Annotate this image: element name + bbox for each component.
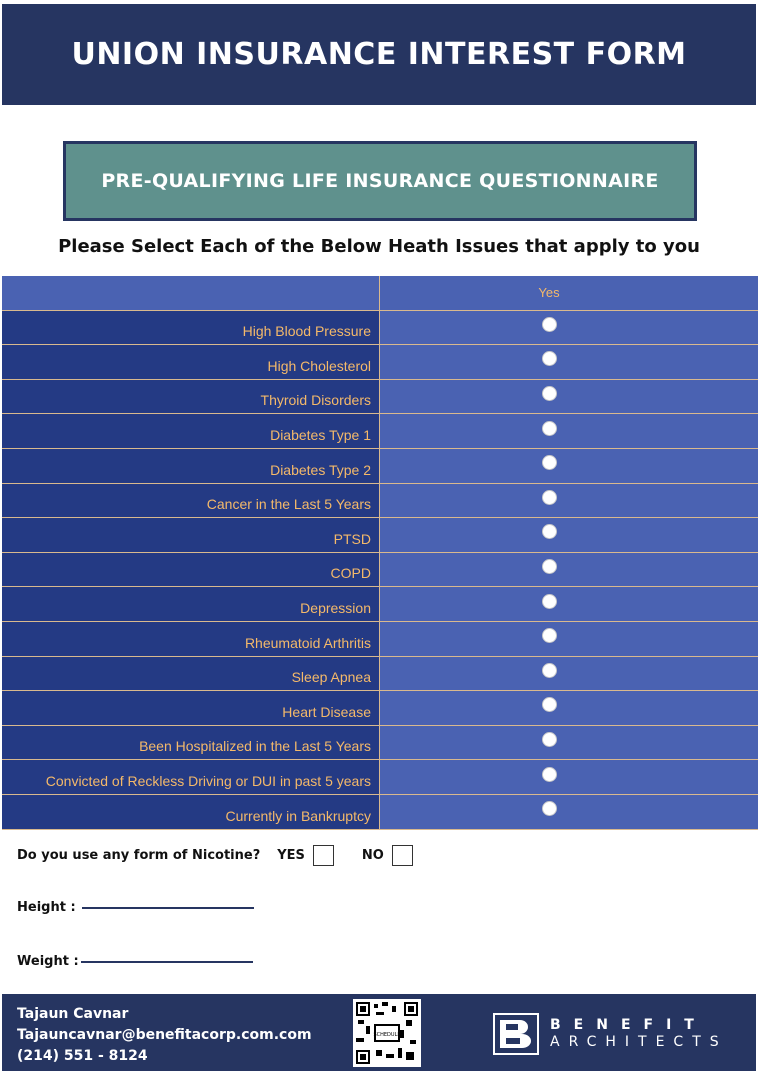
health-issue-label: Currently in Bankruptcy bbox=[2, 795, 380, 829]
health-issue-label: Convicted of Reckless Driving or DUI in past 5 years bbox=[2, 760, 380, 794]
instruction-text: Please Select Each of the Below Heath Issues that apply to you bbox=[58, 236, 700, 257]
contact-info bbox=[17, 1004, 312, 1067]
logo-text-benefit: BENEFIT bbox=[550, 1017, 707, 1033]
nicotine-no-label: NO bbox=[361, 847, 384, 863]
table-row bbox=[2, 484, 758, 519]
table-row bbox=[2, 518, 758, 553]
table-row bbox=[2, 587, 758, 622]
table-row bbox=[2, 414, 758, 449]
qr-schedule-label: SCHEDULE bbox=[373, 1032, 401, 1038]
yes-radio-button[interactable] bbox=[542, 594, 557, 609]
health-issue-label: Been Hospitalized in the Last 5 Years bbox=[2, 726, 380, 760]
yes-radio-button[interactable] bbox=[542, 559, 557, 574]
table-row bbox=[2, 760, 758, 795]
schedule-qr-code[interactable] bbox=[353, 999, 421, 1067]
table-row bbox=[2, 691, 758, 726]
questionnaire-banner bbox=[63, 141, 697, 221]
health-issue-label: High Cholesterol bbox=[2, 345, 380, 379]
contact-phone[interactable]: (214) 551 - 8124 bbox=[17, 1048, 148, 1064]
height-input-line[interactable] bbox=[82, 907, 254, 909]
yes-radio-button[interactable] bbox=[542, 628, 557, 643]
table-row bbox=[2, 380, 758, 415]
nicotine-no-checkbox[interactable] bbox=[392, 845, 413, 866]
yes-radio-button[interactable] bbox=[542, 386, 557, 401]
health-issue-label: Heart Disease bbox=[2, 691, 380, 725]
benefit-architects-logo bbox=[492, 1012, 728, 1056]
weight-label: Weight : bbox=[17, 954, 79, 969]
nicotine-yes-checkbox[interactable] bbox=[313, 845, 334, 866]
questionnaire-title: PRE-QUALIFYING LIFE INSURANCE QUESTIONNAIRE bbox=[101, 170, 659, 192]
yes-radio-button[interactable] bbox=[542, 732, 557, 747]
health-issue-label: PTSD bbox=[2, 518, 380, 552]
health-issue-label: Thyroid Disorders bbox=[2, 380, 380, 414]
table-row bbox=[2, 345, 758, 380]
logo-mark-icon bbox=[492, 1012, 540, 1056]
table-row bbox=[2, 553, 758, 588]
nicotine-yes-label: YES bbox=[277, 847, 305, 863]
health-issue-label: Cancer in the Last 5 Years bbox=[2, 484, 380, 518]
table-header-blank bbox=[2, 276, 380, 310]
contact-name: Tajaun Cavnar bbox=[17, 1006, 129, 1022]
weight-input-line[interactable] bbox=[81, 961, 253, 963]
table-row bbox=[2, 622, 758, 657]
health-issue-label: Sleep Apnea bbox=[2, 657, 380, 691]
health-issues-table bbox=[2, 276, 758, 830]
health-issue-label: Diabetes Type 1 bbox=[2, 414, 380, 448]
table-header-row bbox=[2, 276, 758, 311]
form-title: UNION INSURANCE INTEREST FORM bbox=[71, 37, 687, 72]
yes-column-header: Yes bbox=[538, 285, 560, 301]
table-row bbox=[2, 311, 758, 346]
health-issue-label: High Blood Pressure bbox=[2, 311, 380, 345]
health-issue-label: Diabetes Type 2 bbox=[2, 449, 380, 483]
health-issue-label: Depression bbox=[2, 587, 380, 621]
yes-radio-button[interactable] bbox=[542, 524, 557, 539]
height-label: Height : bbox=[17, 900, 76, 915]
health-issue-label: Rheumatoid Arthritis bbox=[2, 622, 380, 656]
table-row bbox=[2, 726, 758, 761]
weight-field bbox=[17, 954, 253, 969]
yes-radio-button[interactable] bbox=[542, 317, 557, 332]
yes-radio-button[interactable] bbox=[542, 490, 557, 505]
table-row bbox=[2, 449, 758, 484]
yes-radio-button[interactable] bbox=[542, 455, 557, 470]
table-row bbox=[2, 657, 758, 692]
table-row bbox=[2, 795, 758, 830]
yes-radio-button[interactable] bbox=[542, 351, 557, 366]
yes-radio-button[interactable] bbox=[542, 697, 557, 712]
nicotine-question-label: Do you use any form of Nicotine? bbox=[17, 847, 261, 863]
contact-email[interactable]: Tajauncavnar@benefitacorp.com.com bbox=[17, 1027, 312, 1043]
nicotine-question bbox=[17, 843, 413, 867]
footer bbox=[2, 994, 756, 1071]
yes-radio-button[interactable] bbox=[542, 767, 557, 782]
yes-radio-button[interactable] bbox=[542, 421, 557, 436]
health-issue-label: COPD bbox=[2, 553, 380, 587]
qr-code-image bbox=[356, 1002, 418, 1064]
form-header bbox=[2, 4, 756, 105]
yes-radio-button[interactable] bbox=[542, 801, 557, 816]
logo-text-architects: ARCHITECTS bbox=[550, 1034, 728, 1050]
height-field bbox=[17, 900, 254, 915]
yes-radio-button[interactable] bbox=[542, 663, 557, 678]
